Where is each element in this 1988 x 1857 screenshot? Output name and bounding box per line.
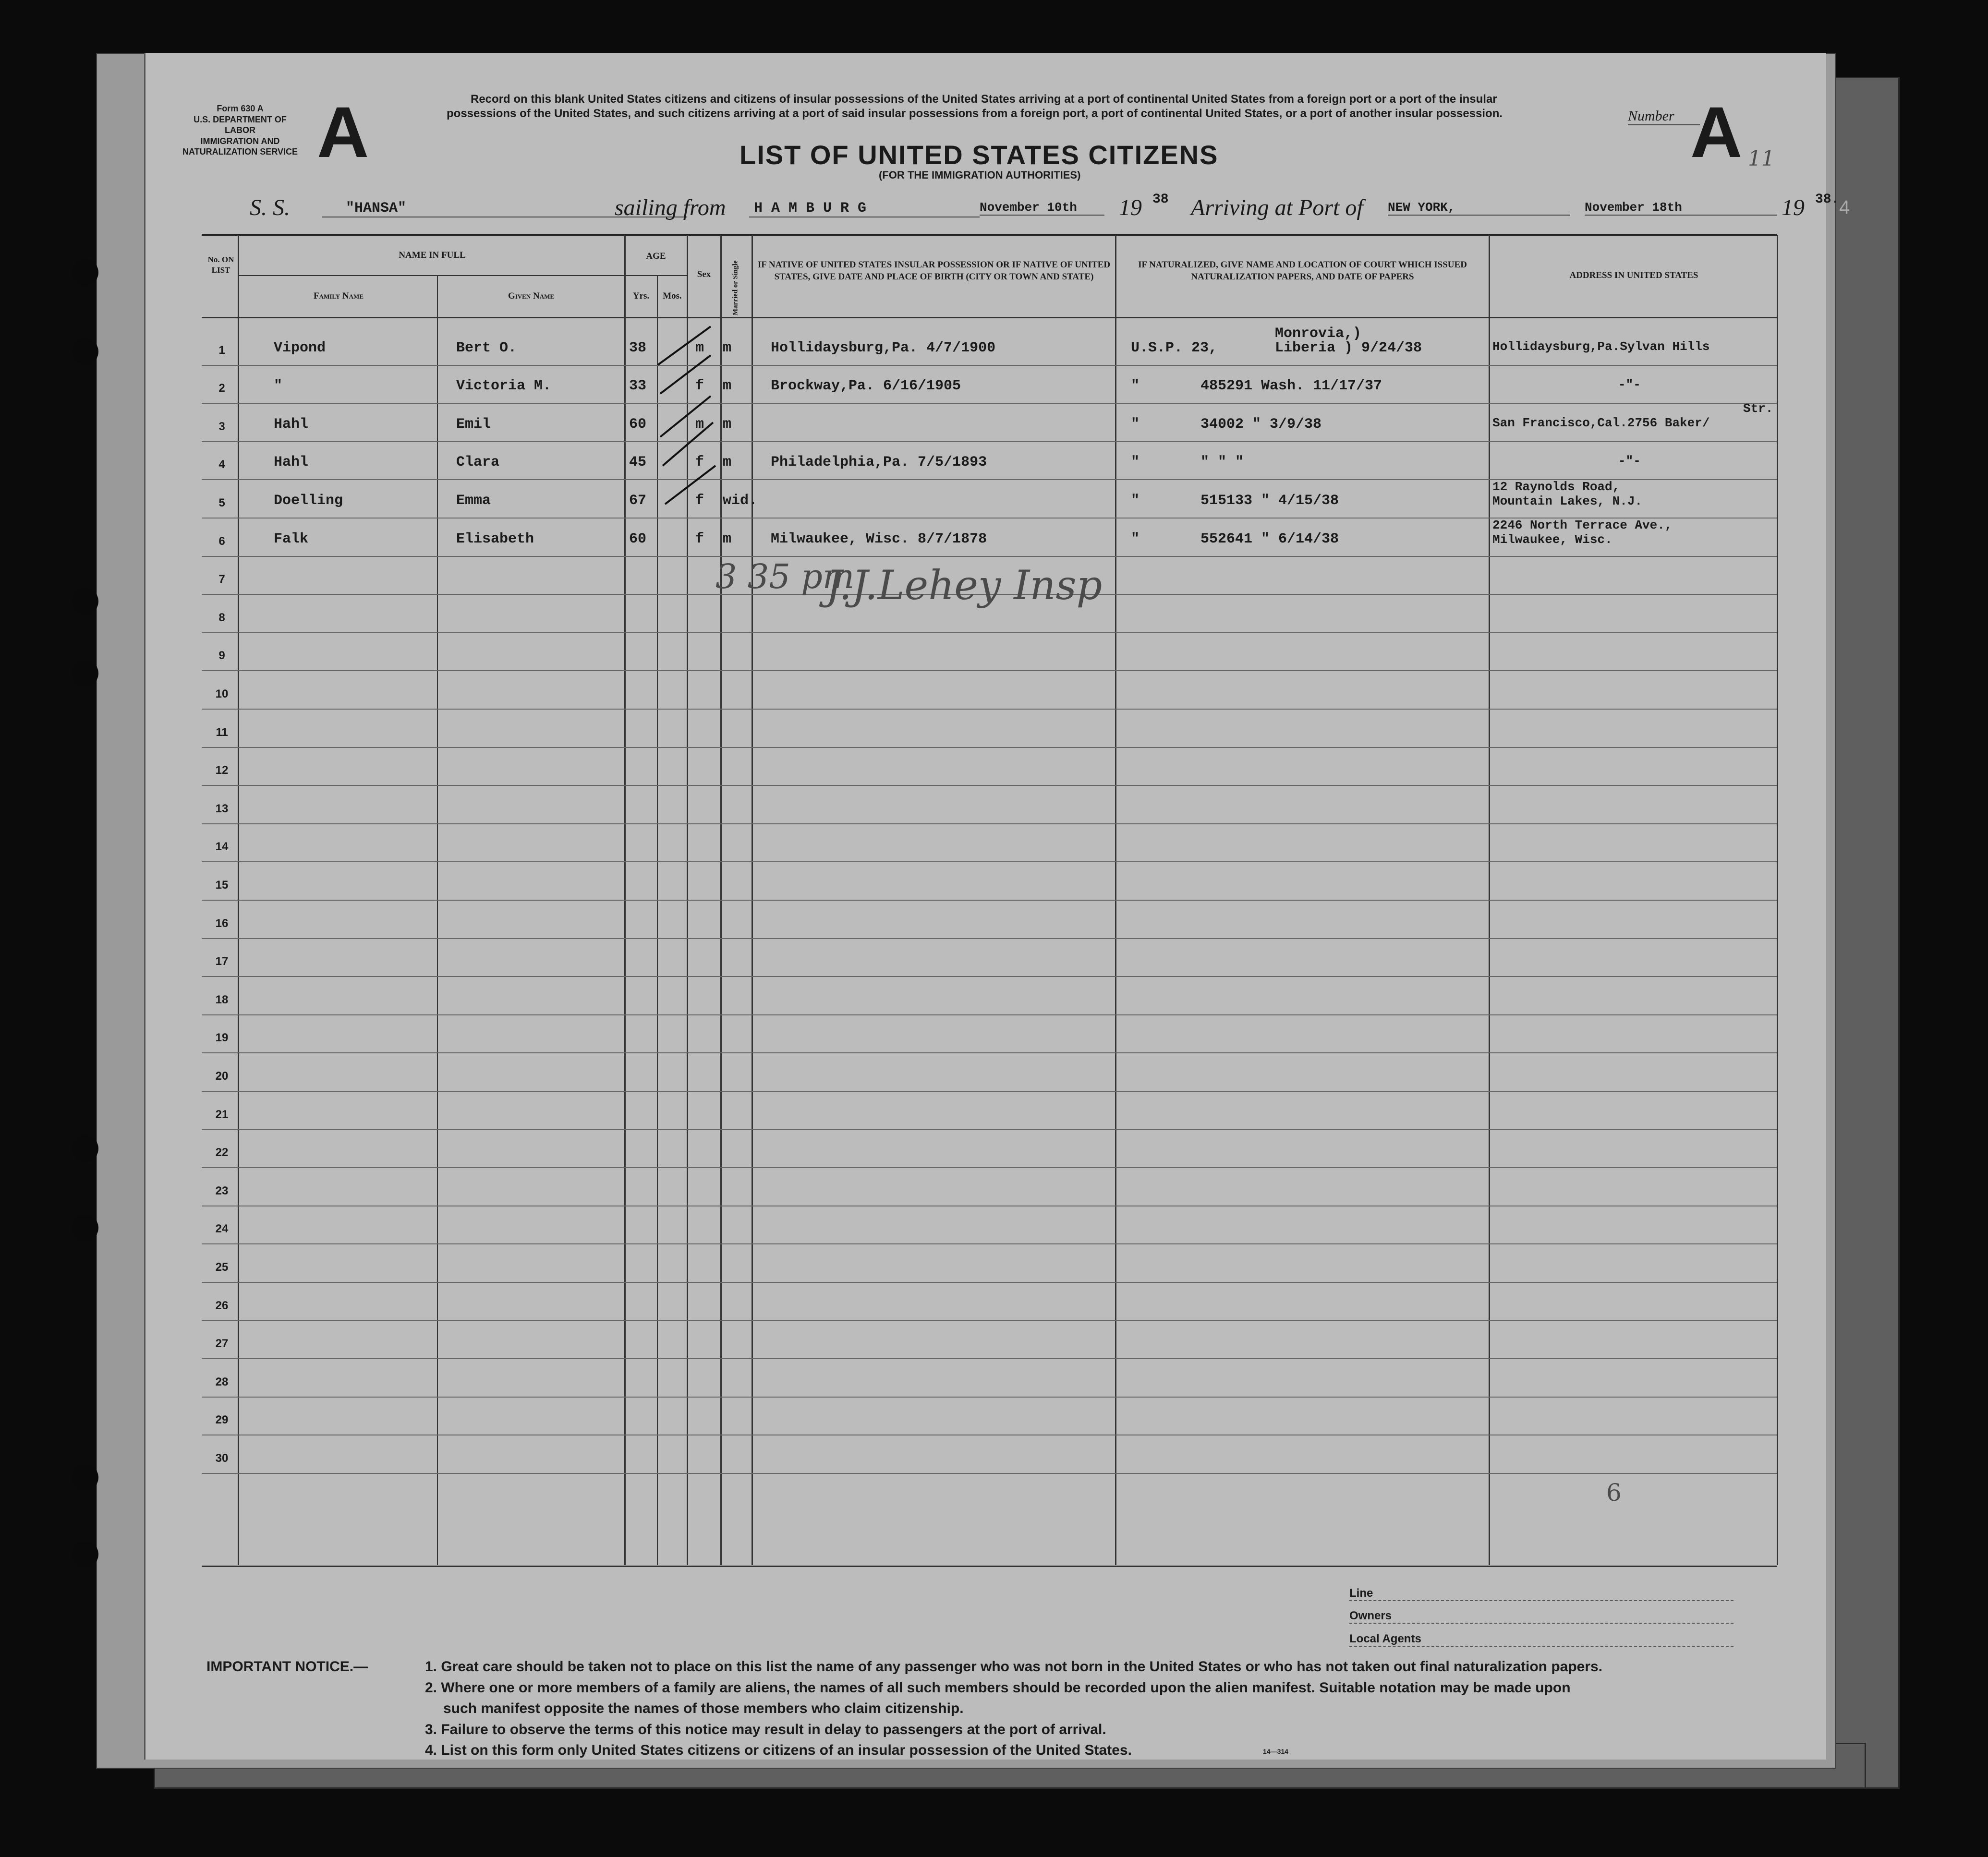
row-number: 10: [215, 687, 229, 700]
row-number: 9: [218, 649, 225, 663]
form-subtitle: (FOR THE IMMIGRATION AUTHORITIES): [879, 169, 1081, 181]
row-line: [202, 670, 1777, 671]
row-number: 11: [216, 725, 228, 739]
row-line: [202, 900, 1777, 901]
series-letter-left: A: [317, 92, 369, 172]
line-label: Line: [1349, 1587, 1373, 1600]
column-divider: [1777, 235, 1778, 1565]
row-line: [202, 1320, 1777, 1321]
marital-status-cell: m: [723, 378, 732, 395]
birthplace-cell: Hollidaysburg,Pa. 4/7/1900: [771, 339, 996, 356]
naturalization-details-cell: 552641 " 6/14/38: [1200, 531, 1339, 547]
marital-status-cell: m: [723, 416, 732, 433]
arrival-date: November 18th: [1585, 200, 1777, 216]
row-number: 5: [218, 496, 225, 509]
voyage-line: [250, 192, 1840, 228]
row-number: 14: [215, 840, 229, 854]
marital-status-cell: m: [723, 531, 732, 547]
row-number: 29: [215, 1413, 229, 1427]
marital-status-cell: m: [723, 339, 732, 356]
row-line: [202, 1091, 1777, 1092]
header-divider: [239, 275, 687, 276]
naturalization-court-cell: ": [1131, 416, 1140, 433]
row-line: [202, 861, 1777, 862]
notice-item-1: 1. Great care should be taken not to place on this list the name of any passenger who was not born in the United States or who has not taken out final naturalization papers.: [425, 1659, 1603, 1675]
row-line: [202, 1397, 1777, 1398]
address-cell: 12 Raynolds Road,: [1492, 480, 1620, 494]
given-name-cell: Emma: [456, 493, 491, 509]
row-number: 23: [215, 1184, 229, 1197]
header-name-in-full: NAME IN FULL: [399, 250, 466, 260]
row-number: 20: [215, 1070, 229, 1083]
tally-stroke: [660, 355, 711, 394]
form-preamble: Record on this blank United States citizens and citizens of insular possessions of the United States arriving at a port of continental United States from a foreign port or a port of the insular possessions of the United States, and such citizens arriving at a port of said insular possessions from a foreign port, a port of continental United States, or a port of another insular possession.: [447, 93, 1503, 120]
address-cell: Hollidaysburg,Pa.Sylvan Hills: [1492, 339, 1710, 354]
naturalization-details-cell: 485291 Wash. 11/17/37: [1200, 378, 1382, 395]
from-port: HAMBURG: [749, 200, 980, 217]
notice-label: IMPORTANT NOTICE.—: [206, 1659, 368, 1675]
arriving-label: Arriving at Port of: [1191, 195, 1363, 220]
family-name-cell: Hahl: [274, 416, 309, 433]
marital-status-cell: m: [723, 454, 732, 471]
row-number: 13: [215, 802, 229, 815]
age-cell: 33: [629, 378, 647, 395]
row-number: 25: [215, 1261, 229, 1274]
age-cell: 60: [629, 416, 647, 433]
sailing-label: sailing from: [615, 195, 726, 220]
address-cell-line2: Milwaukee, Wisc.: [1492, 532, 1612, 547]
row-line: [202, 556, 1777, 557]
binder-hole: [72, 338, 98, 365]
inspector-time: 3 35 pm: [715, 557, 855, 596]
series-letter-right: A: [1690, 92, 1743, 172]
row-number: 7: [218, 573, 225, 586]
given-name-cell: Victoria M.: [456, 378, 552, 395]
arrival-year-prefix: 19: [1782, 195, 1805, 220]
row-number: 4: [218, 458, 225, 471]
department-line: IMMIGRATION AND: [200, 136, 280, 146]
naturalization-court-cell: ": [1131, 531, 1140, 547]
agent-line-row: [1349, 1587, 1733, 1601]
notice-item-3: 3. Failure to observe the terms of this notice may result in delay to passengers at the port of arrival.: [425, 1721, 1106, 1737]
address-cell: -"-: [1618, 454, 1641, 469]
row-line: [202, 1473, 1777, 1474]
row-line: [202, 403, 1777, 404]
family-name-cell: Falk: [274, 531, 309, 547]
local-agents-label: Local Agents: [1349, 1632, 1421, 1645]
row-line: [202, 976, 1777, 977]
form-number: Form 630 A: [217, 104, 264, 113]
row-number: 24: [215, 1222, 229, 1236]
owners-row: [1349, 1609, 1733, 1624]
binder-hole: [72, 588, 98, 615]
address-cell: San Francisco,Cal.2756 Baker/: [1492, 415, 1710, 430]
tally-stroke: [665, 466, 715, 504]
sex-cell: f: [695, 378, 704, 395]
binder-hole: [72, 1464, 98, 1491]
arrival-port: NEW YORK,: [1388, 200, 1570, 216]
row-number: 30: [215, 1452, 229, 1465]
family-name-cell: Doelling: [274, 493, 343, 509]
binder-hole: [72, 1541, 98, 1568]
naturalization-details-cell: Liberia ) 9/24/38: [1275, 339, 1422, 356]
edge-note: 4: [1839, 197, 1850, 218]
header-family-name: Family Name: [314, 291, 364, 301]
row-number: 17: [215, 955, 229, 968]
binder-hole: [72, 259, 98, 286]
birthplace-cell: Philadelphia,Pa. 7/5/1893: [771, 454, 987, 471]
row-line: [202, 1243, 1777, 1244]
age-cell: 38: [629, 339, 647, 356]
row-number: 12: [215, 764, 229, 777]
form-title: LIST OF UNITED STATES CITIZENS: [739, 140, 1219, 170]
row-number: 3: [218, 420, 225, 433]
sex-cell: m: [695, 416, 704, 433]
row-line: [202, 747, 1777, 748]
column-divider: [437, 276, 438, 1565]
marital-status-cell: wid.: [723, 493, 758, 509]
birthplace-cell: Milwaukee, Wisc. 8/7/1878: [771, 531, 987, 547]
naturalization-details-cell: 515133 " 4/15/38: [1200, 493, 1339, 509]
naturalization-details-cell: 34002 " 3/9/38: [1200, 416, 1322, 433]
row-line: [202, 823, 1777, 824]
header-age-yrs: Yrs.: [632, 291, 650, 301]
header-divider: [202, 317, 1777, 318]
naturalization-court-cell: ": [1131, 378, 1140, 395]
page-note: 11: [1748, 146, 1775, 171]
print-code: 14—314: [1263, 1748, 1288, 1755]
number-label: Number: [1628, 108, 1700, 125]
tally-stroke: [658, 326, 711, 365]
notice-item-4: 4. List on this form only United States citizens or citizens of an insular possession of the United States.: [425, 1742, 1132, 1758]
row-number: 26: [215, 1299, 229, 1312]
binder-hole: [72, 660, 98, 687]
birthplace-cell: Brockway,Pa. 6/16/1905: [771, 378, 961, 395]
row-line: [202, 365, 1777, 366]
naturalization-details-cell: " " ": [1200, 454, 1244, 471]
address-cell: 2246 North Terrace Ave.,: [1492, 518, 1673, 532]
important-notice: [206, 1656, 1753, 1761]
given-name-cell: Elisabeth: [456, 531, 534, 547]
sex-cell: m: [695, 339, 704, 356]
binder-hole: [72, 1135, 98, 1162]
sail-year-prefix: 19: [1119, 195, 1142, 220]
header-birth: IF NATIVE OF UNITED STATES INSULAR POSSESSION OR IF NATIVE OF UNITED STATES, GIVE DATE AND PLACE OF BIRTH (CITY OR TOWN AND STATE): [757, 260, 1111, 282]
ship-name: "HANSA": [322, 200, 687, 217]
header-no-on-list: No. ON LIST: [207, 255, 234, 275]
row-line: [202, 1052, 1777, 1053]
row-number: 22: [215, 1146, 229, 1159]
department-line: NATURALIZATION SERVICE: [182, 147, 298, 157]
row-number: 27: [215, 1337, 229, 1351]
address-cell-line2: Str.: [1743, 401, 1773, 416]
row-number: 18: [215, 993, 229, 1006]
tally-marks: [648, 322, 744, 571]
row-number: 28: [215, 1375, 229, 1388]
age-cell: 60: [629, 531, 647, 547]
family-name-cell: ": [274, 378, 283, 395]
notice-item-2: 2. Where one or more members of a family are aliens, the names of all such members should be recorded upon the alien manifest. Suitable notation may be made upon: [425, 1679, 1571, 1696]
row-line: [202, 632, 1777, 633]
row-line: [202, 441, 1777, 442]
page-count: 6: [1606, 1479, 1622, 1507]
department-line: U.S. DEPARTMENT OF LABOR: [194, 114, 287, 135]
row-line: [202, 1167, 1777, 1168]
age-cell: 45: [629, 454, 647, 471]
local-agents-row: [1349, 1632, 1733, 1647]
header-sex: Sex: [697, 269, 711, 279]
owners-label: Owners: [1349, 1609, 1392, 1622]
form-identifier: [182, 103, 298, 157]
row-line: [202, 1282, 1777, 1283]
row-number: 2: [218, 382, 225, 395]
given-name-cell: Emil: [456, 416, 491, 433]
row-line: [202, 1014, 1777, 1015]
sex-cell: f: [695, 531, 704, 547]
naturalization-court-cell: ": [1131, 454, 1140, 471]
header-naturalized: IF NATURALIZED, GIVE NAME AND LOCATION OF COURT WHICH ISSUED NATURALIZATION PAPERS, AND DATE OF PAPERS: [1138, 260, 1467, 282]
row-number: 21: [215, 1108, 229, 1121]
sex-cell: f: [695, 493, 704, 509]
address-cell-line2: Mountain Lakes, N.J.: [1492, 494, 1643, 508]
row-number: 19: [215, 1031, 229, 1045]
row-number: 6: [218, 534, 225, 548]
row-line: [202, 709, 1777, 710]
naturalization-court-cell: U.S.P. 23,: [1131, 339, 1218, 356]
row-number: 16: [215, 916, 229, 930]
age-cell: 67: [629, 493, 647, 509]
row-line: [202, 938, 1777, 939]
header-given-name: Given Name: [508, 291, 555, 301]
header-age-mos: Mos.: [663, 291, 682, 301]
header-address: ADDRESS IN UNITED STATES: [1569, 270, 1698, 280]
naturalization-court-cell: ": [1131, 493, 1140, 509]
given-name-cell: Clara: [456, 454, 500, 471]
inspector-signature: J.J.Lehey Insp: [826, 562, 1103, 609]
naturalization-city-cell: Monrovia,): [1275, 325, 1362, 342]
sail-date: November 10th: [980, 200, 1104, 216]
row-number: 15: [215, 879, 229, 892]
given-name-cell: Bert O.: [456, 339, 517, 356]
sail-year: 38: [1152, 192, 1169, 207]
row-line: [202, 1129, 1777, 1130]
header-married-single: Married or Single: [731, 260, 739, 316]
family-name-cell: Vipond: [274, 339, 326, 356]
sex-cell: f: [695, 454, 704, 471]
row-number: 1: [218, 343, 225, 357]
ss-label: S. S.: [250, 195, 290, 220]
binder-hole: [72, 1215, 98, 1241]
row-line: [202, 785, 1777, 786]
arrival-year: 38.: [1815, 192, 1840, 207]
row-number: 8: [218, 611, 225, 624]
row-line: [202, 1358, 1777, 1359]
family-name-cell: Hahl: [274, 454, 309, 471]
address-cell: -"-: [1618, 377, 1641, 392]
notice-item-2-cont: such manifest opposite the names of those members who claim citizenship.: [443, 1700, 964, 1716]
header-age: AGE: [646, 251, 666, 261]
